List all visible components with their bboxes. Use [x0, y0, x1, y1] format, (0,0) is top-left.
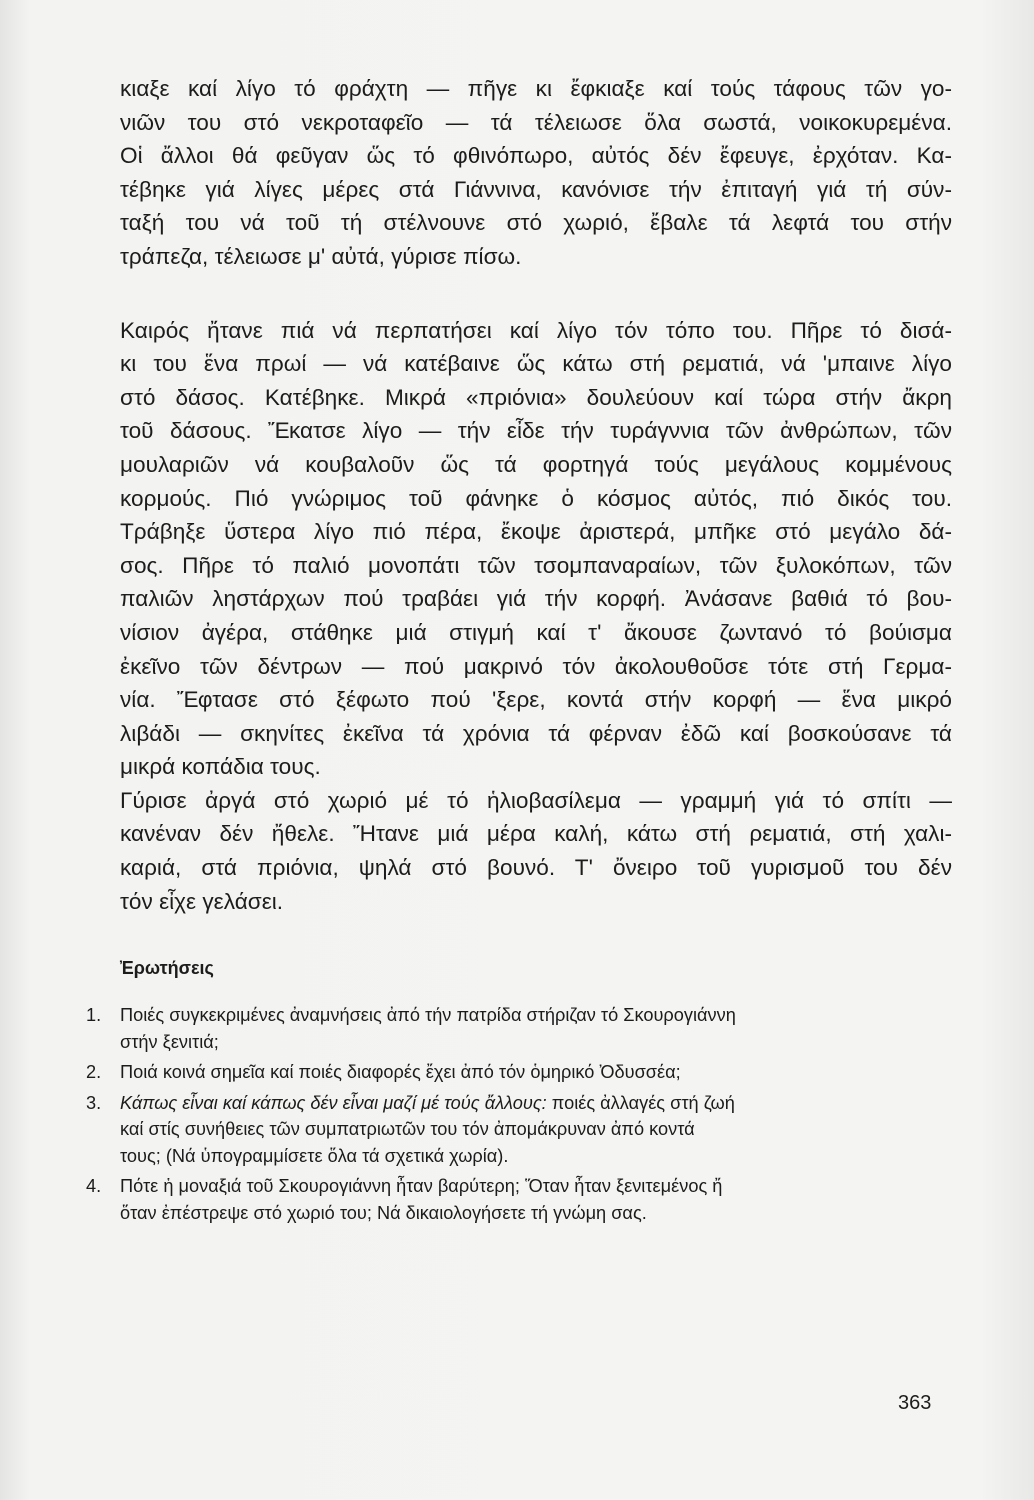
- text-line: τοῦ δάσους. Ἔκατσε λίγο — τήν εἶδε τήν τυράγννια τῶν ἀνθρώπων, τῶν: [120, 418, 952, 444]
- text-line: μικρά κοπάδια τους.: [120, 754, 321, 780]
- text-line: τέβηκε γιά λίγες μέρες στά Γιάννινα, κανόνισε τήν ἐπιταγή γιά τή σύν-: [120, 176, 952, 202]
- paragraph-3: [120, 784, 952, 918]
- question-italic-lead: Κάπως εἶναι καί κάπως δέν εἶναι μαζί μέ τούς ἄλλους:: [120, 1092, 547, 1113]
- question-line: Ποιές συγκεκριμένες ἀναμνήσεις ἀπό τήν πατρίδα στήριζαν τό Σκουρογιάννη: [120, 1005, 736, 1025]
- text-line: Τράβηξε ὕστερα λίγο πιό πέρα, ἔκοψε ἀριστερά, μπῆκε στό μεγάλο δά-: [120, 519, 952, 545]
- text-line: νίσιον ἀγέρα, στάθηκε μιά στιγμή καί τ' ἄκουσε ζωντανό τό βούισμα: [120, 619, 952, 645]
- text-line: νιῶν του στό νεκροταφεῖο — τά τέλειωσε ὅλα σωστά, νοικοκυρεμένα.: [120, 109, 952, 135]
- question-line: ὅταν ἐπέστρεψε στό χωριό του; Νά δικαιολογήσετε τή γνώμη σας.: [120, 1202, 647, 1223]
- text-line: Οἱ ἄλλοι θά φεῦγαν ὥς τό φθινόπωρο, αὐτός δέν ἔφευγε, ἐρχόταν. Κα-: [120, 143, 952, 169]
- text-line: κιαξε καί λίγο τό φράχτη — πῆγε κι ἔφκιαξε καί τούς τάφους τῶν γο-: [120, 76, 952, 101]
- question-item: [86, 1059, 956, 1086]
- text-line: ἐκεῖνο τῶν δέντρων — πού μακρινό τόν ἀκολουθοῦσε τότε στή Γερμα-: [120, 653, 952, 679]
- text-line: καριά, στά πριόνια, ψηλά στό βουνό. Τ' ὄνειρο τοῦ γυρισμοῦ του δέν: [120, 855, 952, 881]
- text-line: στό δάσος. Κατέβηκε. Μικρά «πριόνια» δουλεύουν καί τώρα στήν ἄκρη: [120, 384, 952, 410]
- question-item: [86, 1002, 956, 1055]
- text-line: κορμούς. Πιό γνώριμος τοῦ φάνηκε ὁ κόσμος αὐτός, πιό δικός του.: [120, 485, 952, 511]
- text-line: μουλαριῶν νά κουβαλοῦν ὥς τά φορτηγά τούς μεγάλους κομμένους: [120, 451, 952, 477]
- question-item: [86, 1173, 956, 1226]
- text-line: κανέναν δέν ἤθελε. Ἤτανε μιά μέρα καλή, κάτω στή ρεματιά, στή χαλι-: [120, 821, 952, 847]
- question-line: Πότε ἡ μοναξιά τοῦ Σκουρογιάννη ἦταν βαρύτερη; Ὅταν ἦταν ξενιτεμένος ἤ: [120, 1176, 723, 1196]
- question-line: Ποιά κοινά σημεῖα καί ποιές διαφορές ἔχει ἀπό τόν ὁμηρικό Ὀδυσσέα;: [120, 1062, 681, 1082]
- questions-heading: Ἐρωτήσεις: [120, 958, 214, 978]
- question-number: 1.: [86, 1005, 102, 1025]
- question-line: καί στίς συνήθειες τῶν συμπατριωτῶν του τόν ἀπομάκρυναν ἀπό κοντά: [120, 1119, 695, 1139]
- question-number: 4.: [86, 1176, 102, 1196]
- paragraph-1: [120, 72, 952, 274]
- text-line: νία. Ἔφτασε στό ξέφωτο πού 'ξερε, κοντά στήν κορφή — ἕνα μικρό: [120, 687, 952, 713]
- text-line: Γύρισε ἀργά στό χωριό μέ τό ἡλιοβασίλεμα — γραμμή γιά τό σπίτι —: [120, 787, 952, 813]
- question-line: στήν ξενιτιά;: [120, 1031, 219, 1052]
- question-item: [86, 1090, 956, 1170]
- text-line: παλιῶν ληστάρχων πού τραβάει γιά τήν κορφή. Ἀνάσανε βαθιά τό βου-: [120, 586, 952, 612]
- text-line: τράπεζα, τέλειωσε μ' αὐτά, γύρισε πίσω.: [120, 243, 522, 269]
- paragraph-2: [120, 314, 952, 784]
- text-line: λιβάδι — σκηνίτες ἐκεῖνα τά χρόνια τά φέρναν ἐδῶ καί βοσκούσανε τά: [120, 720, 952, 746]
- question-number: 3.: [86, 1092, 102, 1113]
- page-number: 363: [898, 1392, 932, 1414]
- questions-list: [86, 1002, 956, 1230]
- question-lead-rest: ποιές ἀλλαγές στή ζωή: [546, 1092, 735, 1113]
- text-line: τόν εἶχε γελάσει.: [120, 888, 284, 914]
- question-number: 2.: [86, 1062, 102, 1082]
- question-line: τους; (Νά ὑπογραμμίσετε ὅλα τά σχετικά χωρία).: [120, 1145, 509, 1166]
- text-line: ταξή του νά τοῦ τή στέλνουνε στό χωριό, ἔβαλε τά λεφτά του στήν: [120, 210, 952, 236]
- question-line: [120, 1090, 956, 1117]
- text-line: σος. Πῆρε τό παλιό μονοπάτι τῶν τσομπαναραίων, τῶν ξυλοκόπων, τῶν: [120, 552, 952, 578]
- text-line: Καιρός ἤτανε πιά νά περπατήσει καί λίγο τόν τόπο του. Πῆρε τό δισά-: [120, 317, 952, 343]
- body-text: [120, 72, 952, 918]
- text-line: κι του ἕνα πρωί — νά κατέβαινε ὥς κάτω στή ρεματιά, νά 'μπαινε λίγο: [120, 351, 952, 377]
